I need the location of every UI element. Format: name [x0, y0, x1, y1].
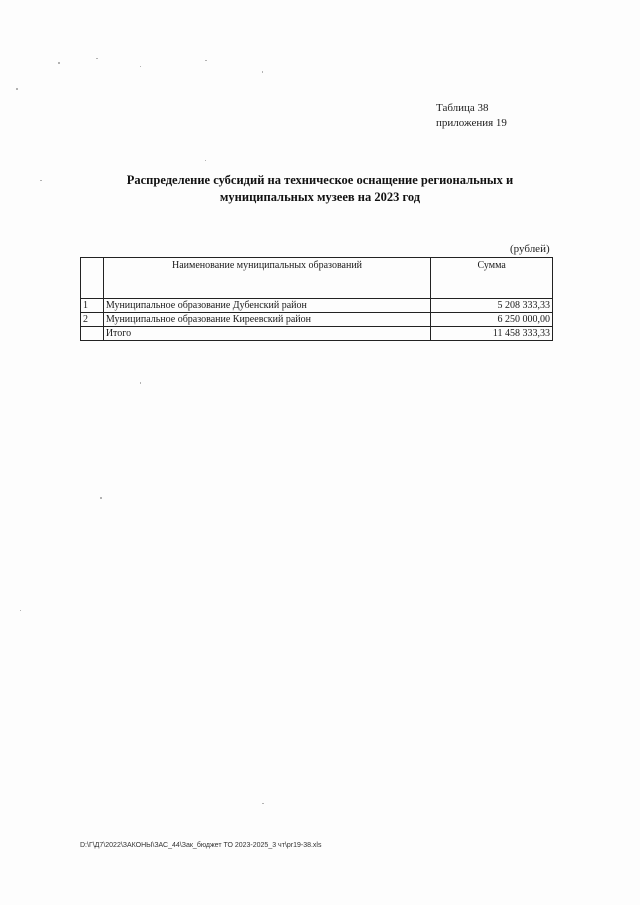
table-row [81, 313, 553, 327]
table-reference [436, 101, 507, 131]
title-line-1: Распределение субсидий на техническое оснащение региональных и [126, 173, 514, 187]
row-sum: 5 208 333,33 [431, 299, 553, 313]
row-sum: 6 250 000,00 [431, 313, 553, 327]
row-number: 1 [81, 299, 104, 313]
appendix-label: приложения 19 [436, 117, 507, 129]
file-path-footer: D:\Г\Д7\2022\ЗАКОНЫ\ЗАС_44\Зак_бюджет ТО 2023-2025_3 чт\pr19-38.xls [80, 842, 322, 849]
total-number [81, 327, 104, 341]
row-name: Муниципальное образование Киреевский район [103, 313, 430, 327]
header-sum: Сумма [431, 258, 553, 299]
header-number [81, 258, 104, 299]
table-number-label: Таблица 38 [436, 102, 489, 114]
title-line-2: муниципальных музеев на 2023 год [219, 190, 421, 204]
total-label: Итого [103, 327, 430, 341]
table-total-row [81, 327, 553, 341]
subsidy-table [80, 257, 553, 341]
units-label: (рублей) [510, 243, 550, 255]
row-name: Муниципальное образование Дубенский район [103, 299, 430, 313]
total-sum: 11 458 333,33 [431, 327, 553, 341]
table-row [81, 299, 553, 313]
row-number: 2 [81, 313, 104, 327]
header-name: Наименование муниципальных образований [103, 258, 430, 299]
table-header-row [81, 258, 553, 299]
document-title [80, 172, 560, 206]
